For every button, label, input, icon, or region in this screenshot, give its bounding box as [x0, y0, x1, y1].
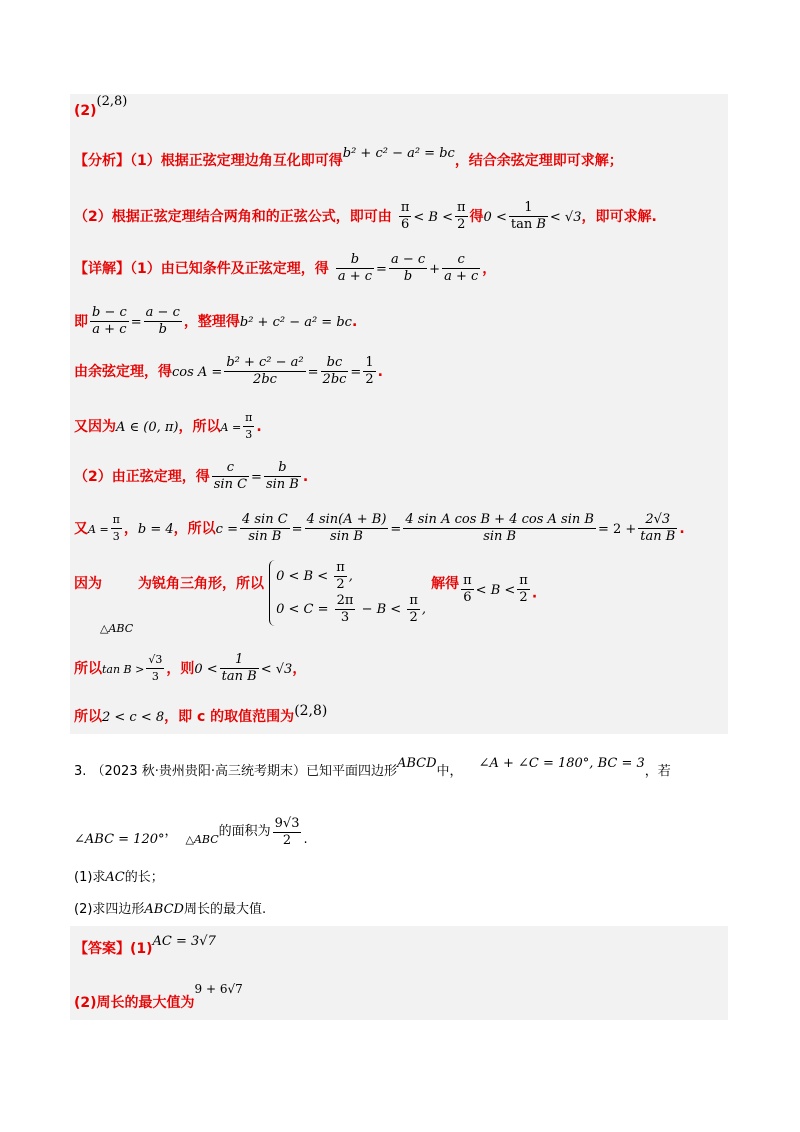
- detail-line-2: 即 $\frac{b - c}{a + c}$ = $\frac{a - c}{b}$ ，整理得b² + c² − a² = bc.: [74, 305, 358, 337]
- question-3-sub-1: (1)求AC的长；: [74, 870, 164, 885]
- detail-line-5: （2）由正弦定理，得 $\frac{c}{\text{sin C}}$ = $\frac{b}{\text{sin B}}$ .: [74, 460, 309, 492]
- question-3-line-2: ∠ABC = $120^\circ^,\triangle ABC^{的面积为}$ $\frac{9√3}{2}$ .: [74, 816, 308, 848]
- answer-3-line-2: (2)周长的最大值为9 + 6√7: [74, 982, 243, 1011]
- part2-answer: $(2)^{(2,8)}$: [74, 94, 128, 119]
- detail-line-3: 由余弦定理，得cos A = $\frac{\text{b² + c² − a²}}{2bc}$ = $\frac{bc}{2bc}$ = $\frac{1}{2}$ .: [74, 355, 383, 387]
- detail-line-4: 又因为A ∈ (0, π)，所以A = $\frac{\pi}{3}$ .: [74, 411, 262, 441]
- answer-3-line-1: 【答案】(1)AC = 3√7: [74, 934, 216, 957]
- analysis-line-2: （2）根据正弦定理结合两角和的正弦公式，即可由 $\frac{\pi}{6}$ < B < $\frac{\pi}{2}$ 得0 < $\frac{1}{\text{tan B}}$ < √3，即可求解.: [74, 200, 657, 232]
- detail-line-1: 【详解】（1）由已知条件及正弦定理，得 $\frac{b}{a + c}$ = $\frac{a - c}{b}$ + $\frac{c}{a + c}$ ，: [74, 252, 497, 284]
- detail-line-8: 所以tan B > $\frac{√3}{3}$ ，则0 < $\frac{1}{\text{tan B}}$ < √3，: [74, 652, 307, 684]
- detail-line-9: 所以2 < c < 8，即 c 的取值范围为(2,8): [74, 703, 328, 725]
- detail-line-7: 因为 为锐角三角形，所以 0 < B < $\frac{\pi}{2}$ , 0 < C = $\frac{2\pi}{3}$ − B < $\frac{\pi}{2}$ , 解得 $\frac{\pi}{6}$ $^{< B <}$ $\frac{\pi}{2}$ .: [74, 560, 538, 625]
- triangle-label: △ABC: [100, 622, 134, 635]
- analysis-line-1: 【分析】（1）根据正弦定理边角互化即可得$^{b^2 + c^2 - a^2 = bc}$，结合余弦定理即可求解；: [74, 146, 623, 169]
- detail-line-6: 又A = $\frac{\pi}{3}$ ，b = 4，所以c = $\frac{\text{4 sin C}}{\text{sin B}}$ = $\frac{4 \sin(A + B)}{\text{sin B}}$ = $\frac{\text{4 sin A cos B + 4 cos A sin B}}{\text{sin B}}$ = 2 + $\frac{2√3}{\text{tan B}}$ .: [74, 512, 685, 544]
- question-3-line-1: 3. （2023 秋·贵州贵阳·高三统考期末）已知平面四边形$^{ABCD}$中，$^{\angle A + \angle C = 180^\circ, BC = 3}$，若: [74, 756, 671, 779]
- inequality-system: 0 < B < $\frac{\pi}{2}$ , 0 < C = $\frac{2\pi}{3}$ − B < $\frac{\pi}{2}$ ,: [269, 560, 426, 626]
- question-3-sub-2: (2)求四边形ABCD周长的最大值.: [74, 902, 267, 917]
